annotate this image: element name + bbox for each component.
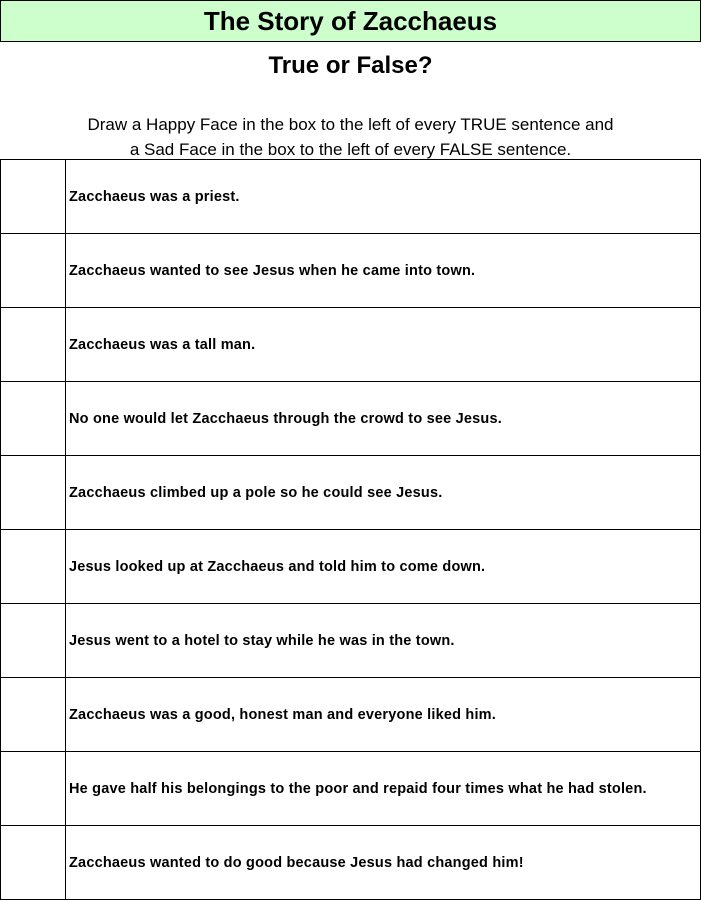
statement-row: [1, 678, 700, 752]
statement-row: [1, 752, 700, 826]
statement-row: [1, 604, 700, 678]
statement-row: [1, 826, 700, 900]
statement-text: Jesus looked up at Zacchaeus and told him to come down.: [69, 558, 486, 575]
statement-row: [1, 530, 700, 604]
instructions-line-2: a Sad Face in the box to the left of every FALSE sentence.: [129, 140, 572, 159]
answer-box[interactable]: [1, 456, 66, 529]
answer-box[interactable]: [1, 530, 66, 603]
statement-table: [0, 159, 701, 900]
statement-row: [1, 234, 700, 308]
statement-text: Jesus went to a hotel to stay while he was in the town.: [69, 632, 455, 649]
statement-text: Zacchaeus wanted to see Jesus when he came into town.: [69, 262, 476, 279]
statement-row: [1, 382, 700, 456]
instructions-line-1: Draw a Happy Face in the box to the left of every TRUE sentence and: [87, 115, 614, 134]
answer-box[interactable]: [1, 752, 66, 825]
instructions: [0, 112, 701, 162]
answer-box[interactable]: [1, 678, 66, 751]
worksheet-subtitle: True or False?: [268, 52, 433, 79]
title-banner: [0, 0, 701, 42]
statement-text: He gave half his belongings to the poor and repaid four times what he had stolen.: [69, 780, 647, 797]
statement-text: Zacchaeus was a good, honest man and everyone liked him.: [69, 706, 496, 723]
statement-text: Zacchaeus climbed up a pole so he could see Jesus.: [69, 484, 443, 501]
statement-row: [1, 308, 700, 382]
statement-row: [1, 160, 700, 234]
worksheet-title: The Story of Zacchaeus: [203, 5, 498, 36]
statement-text: No one would let Zacchaeus through the crowd to see Jesus.: [69, 410, 502, 427]
statement-text: Zacchaeus was a priest.: [69, 188, 240, 205]
statement-text: Zacchaeus was a tall man.: [69, 336, 256, 353]
answer-box[interactable]: [1, 604, 66, 677]
answer-box[interactable]: [1, 826, 66, 899]
statement-text: Zacchaeus wanted to do good because Jesus had changed him!: [69, 854, 524, 871]
answer-box[interactable]: [1, 234, 66, 307]
answer-box[interactable]: [1, 160, 66, 233]
answer-box[interactable]: [1, 308, 66, 381]
answer-box[interactable]: [1, 382, 66, 455]
statement-row: [1, 456, 700, 530]
